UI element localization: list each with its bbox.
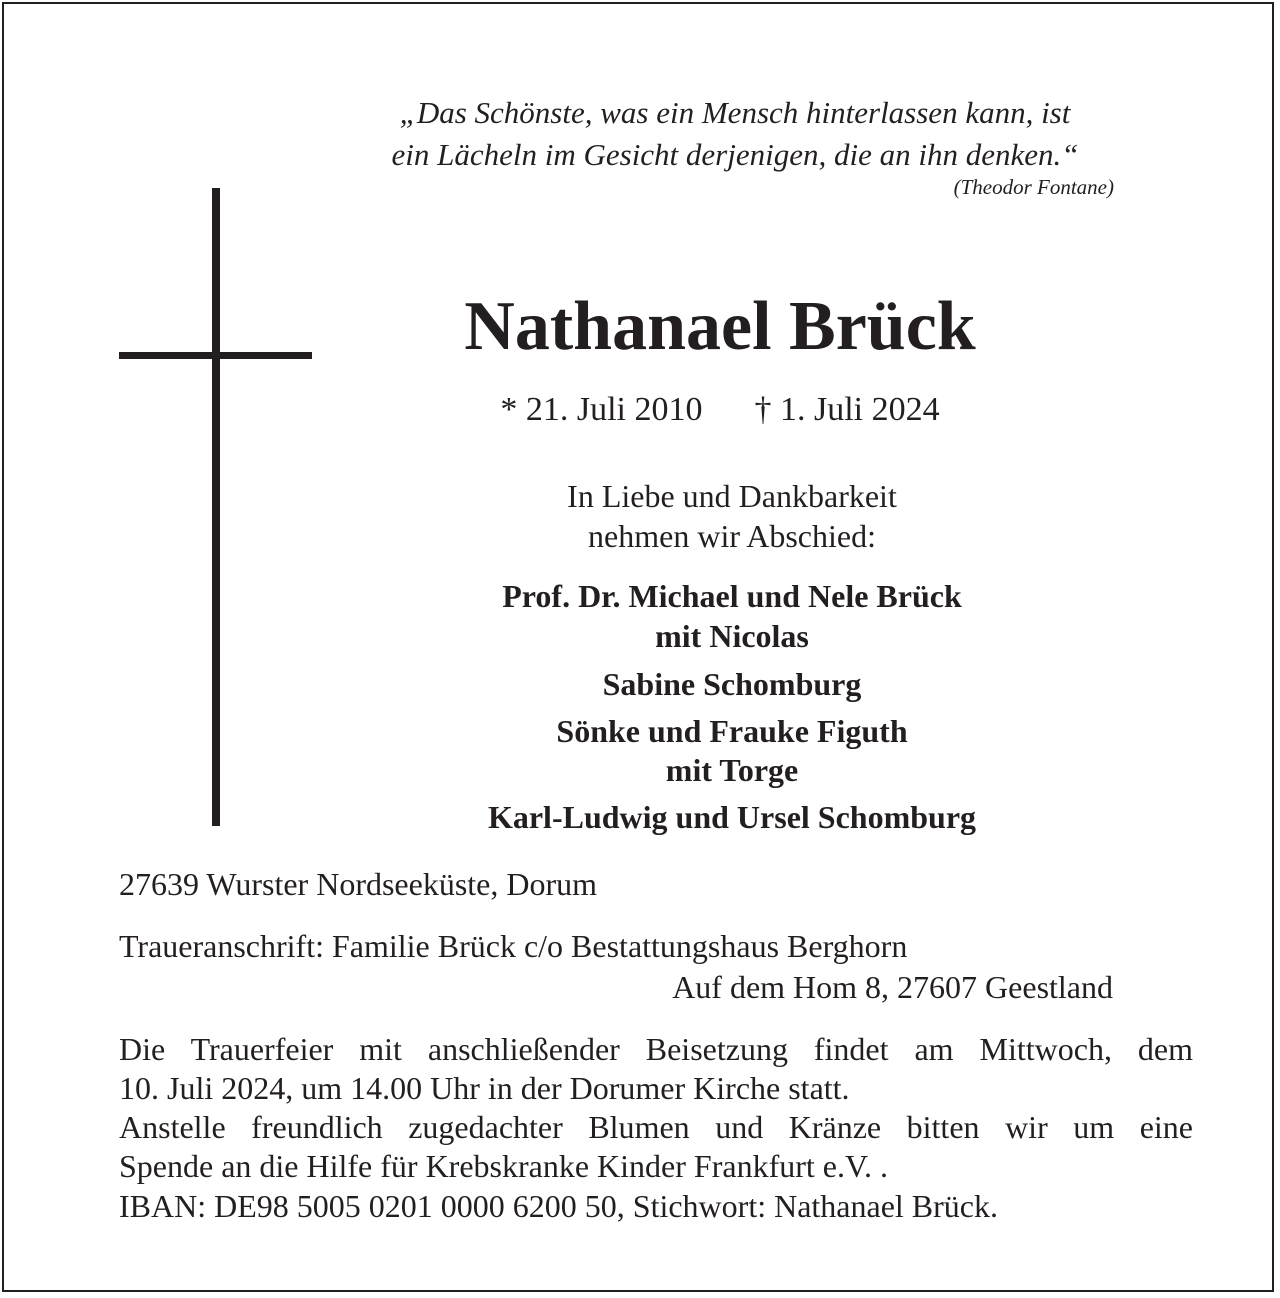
mourner-2-line-1: Sabine Schomburg: [602, 666, 862, 702]
birth-date: * 21. Juli 2010: [500, 391, 703, 428]
service-line-2: 10. Juli 2024, um 14.00 Uhr in der Dorumer Kirche statt.: [119, 1070, 850, 1106]
farewell-line-2: nehmen wir Abschied:: [588, 518, 876, 554]
mourner-4-line-1: Karl-Ludwig und Ursel Schomburg: [487, 799, 977, 835]
cross-vertical-bar: [212, 188, 220, 826]
life-dates: [420, 388, 1020, 432]
quote-line-1: „Das Schönste, was ein Mensch hinterlassen kann, ist: [399, 95, 1071, 130]
iban-line: IBAN: DE98 5005 0201 0000 6200 50, Stichwort: Nathanael Brück.: [119, 1188, 998, 1224]
farewell-line-1: In Liebe und Dankbarkeit: [567, 478, 897, 514]
mourning-address-line-1: Traueranschrift: Familie Brück c/o Bestattungshaus Berghorn: [119, 928, 908, 964]
death-date: † 1. Juli 2024: [754, 391, 940, 428]
donation-line-2: Spende an die Hilfe für Krebskranke Kinder Frankfurt e.V. .: [119, 1148, 888, 1184]
deceased-name: Nathanael Brück: [464, 288, 976, 365]
quote-author: (Theodor Fontane): [953, 175, 1114, 199]
quote-line-2: ein Lächeln im Gesicht derjenigen, die an ihn denken.“: [391, 137, 1079, 172]
mourner-3-line-1: Sönke und Frauke Figuth: [556, 713, 908, 749]
location-line: 27639 Wurster Nordseeküste, Dorum: [119, 866, 598, 902]
service-line-1: Die Trauerfeier mit anschließender Beisetzung findet am Mittwoch, dem: [119, 1031, 1193, 1067]
cross-horizontal-bar: [119, 352, 312, 359]
mourning-address-line-2: Auf dem Hom 8, 27607 Geestland: [672, 969, 1113, 1005]
mourner-1-line-1: Prof. Dr. Michael und Nele Brück: [502, 578, 962, 614]
mourner-3-line-2: mit Torge: [665, 752, 799, 788]
mourner-1-line-2: mit Nicolas: [655, 618, 809, 654]
donation-line-1: Anstelle freundlich zugedachter Blumen und Kränze bitten wir um eine: [119, 1109, 1193, 1145]
